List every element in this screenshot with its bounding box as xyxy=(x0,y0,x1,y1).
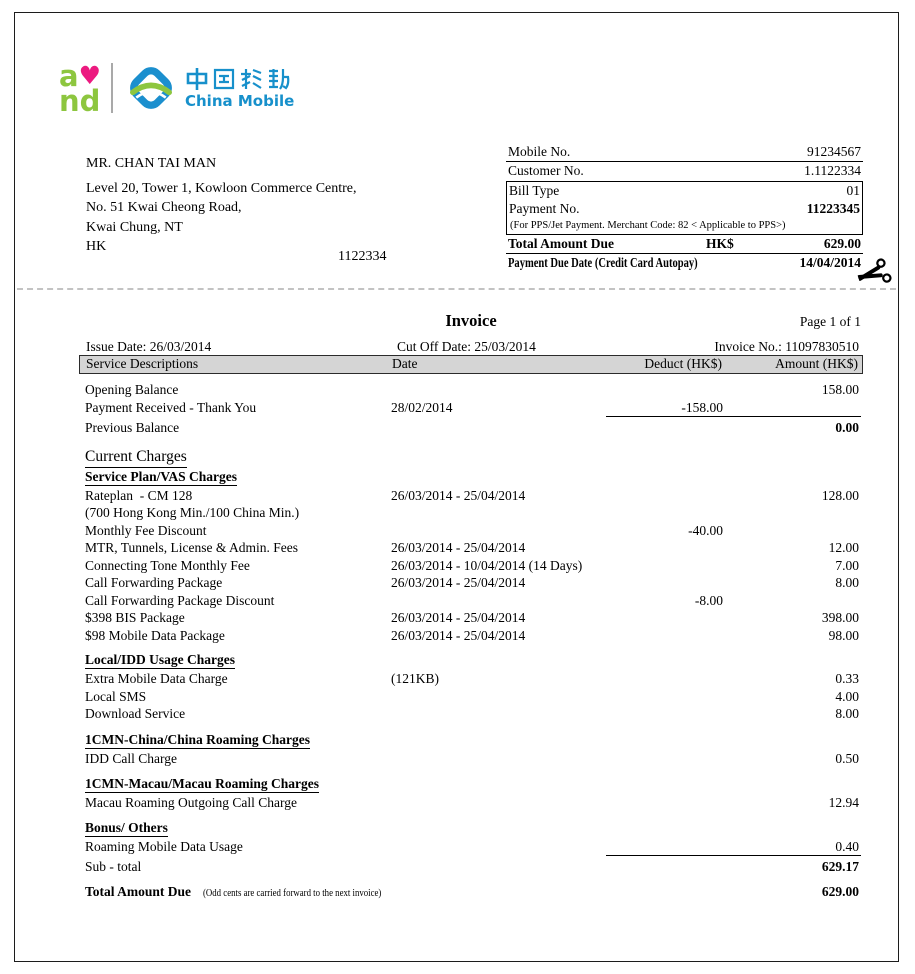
cell-description: Macau Roaming Outgoing Call Charge xyxy=(85,795,297,810)
bill-type-value: 01 xyxy=(846,183,860,198)
cell-deduct xyxy=(603,539,723,557)
row-gap xyxy=(79,644,863,652)
cell-date xyxy=(391,592,603,610)
cell-deduct xyxy=(603,794,723,812)
invoice-section xyxy=(79,311,863,900)
cell-description: Previous Balance xyxy=(85,420,180,435)
cell-date: 26/03/2014 - 25/04/2014 xyxy=(391,610,526,625)
invoice-page xyxy=(14,12,899,962)
cell-description: Payment Received - Thank You xyxy=(85,399,257,415)
mobile-no-label: Mobile No. xyxy=(508,144,571,159)
recipient-address xyxy=(86,154,357,257)
cell-date: (121KB) xyxy=(391,671,439,686)
cell-date xyxy=(391,750,603,768)
cell-amount: 0.40 xyxy=(835,838,859,854)
pps-note: (For PPS/Jet Payment. Merchant Code: 82 < Applicable to PPS>) xyxy=(510,220,786,231)
and-brand-logo xyxy=(59,58,101,118)
heading-label: 1CMN-China/China Roaming Charges xyxy=(85,731,311,747)
invoice-title-row xyxy=(79,311,863,331)
cjk-glyph-zhong-icon xyxy=(185,67,209,91)
table-row xyxy=(79,705,863,723)
cell-description: Total Amount Due (Odd cents are carried forward to the next invoice) xyxy=(79,883,406,901)
cell-amount: 8.00 xyxy=(835,575,859,590)
cjk-glyph-dong-icon xyxy=(266,67,290,91)
cell-date xyxy=(391,419,603,437)
china-mobile-english-wordmark: China Mobile xyxy=(185,92,295,110)
china-mobile-logo-icon xyxy=(125,62,177,114)
cell-deduct xyxy=(603,688,723,706)
total-amount-due-row xyxy=(506,235,863,254)
cell-deduct xyxy=(603,487,723,505)
cell-deduct xyxy=(603,381,723,399)
due-date-label: Payment Due Date (Credit Card Autopay) xyxy=(508,255,698,270)
cell-description: Call Forwarding Package xyxy=(85,575,223,590)
table-row xyxy=(79,609,863,627)
and-logo-bottom: nd xyxy=(59,83,101,118)
cell-description: $98 Mobile Data Package xyxy=(85,627,225,643)
customer-no-value: 1.1122334 xyxy=(804,163,861,178)
cell-deduct xyxy=(603,705,723,723)
mobile-no-value: 91234567 xyxy=(807,144,861,159)
cell-description: Roaming Mobile Data Usage xyxy=(85,838,243,854)
odd-cents-note: (Odd cents are carried forward to the next invoice) xyxy=(203,887,382,899)
account-reference: 1122334 xyxy=(338,249,387,264)
cell-amount: 12.94 xyxy=(828,795,859,810)
cell-deduct xyxy=(603,504,723,522)
china-mobile-wordmark xyxy=(185,67,294,109)
cell-amount xyxy=(723,592,863,610)
row-gap xyxy=(79,767,863,776)
cell-amount: 0.00 xyxy=(835,420,859,435)
customer-no-row xyxy=(506,162,863,181)
heart-icon: ♥ xyxy=(78,60,101,90)
subsection-heading xyxy=(79,820,863,838)
cell-date xyxy=(391,858,603,876)
cell-date xyxy=(391,504,603,522)
subsection-heading xyxy=(79,652,863,670)
cell-deduct: -40.00 xyxy=(688,522,723,538)
cell-deduct: -8.00 xyxy=(694,592,723,608)
cell-date: 26/03/2014 - 25/04/2014 xyxy=(391,540,526,555)
separator-line xyxy=(606,855,861,856)
subsection-heading xyxy=(79,776,863,794)
subsection-heading xyxy=(79,732,863,750)
total-due-value: 629.00 xyxy=(823,236,861,251)
table-row xyxy=(79,419,863,437)
table-row xyxy=(79,381,863,399)
cell-description: (700 Hong Kong Min./100 China Min.) xyxy=(85,505,300,520)
amount-separator xyxy=(79,416,863,419)
cell-date xyxy=(391,688,603,706)
column-header-deduct: Deduct (HK$) xyxy=(644,356,722,371)
cell-deduct xyxy=(603,670,723,688)
heading-label: Service Plan/VAS Charges xyxy=(85,468,237,484)
cell-amount: 98.00 xyxy=(828,627,859,643)
address-line: Level 20, Tower 1, Kowloon Commerce Centre, xyxy=(86,180,357,196)
cell-deduct xyxy=(603,750,723,768)
cell-date: 26/03/2014 - 25/04/2014 xyxy=(391,575,526,590)
table-row xyxy=(79,487,863,505)
column-header-amount: Amount (HK$) xyxy=(775,356,858,371)
payment-no-row xyxy=(507,200,862,218)
address-line: HK xyxy=(86,239,107,254)
table-row xyxy=(79,627,863,645)
payment-due-date-row xyxy=(506,254,863,273)
cell-description: MTR, Tunnels, License & Admin. Fees xyxy=(85,540,299,555)
row-gap xyxy=(79,812,863,820)
bill-type-label: Bill Type xyxy=(509,183,560,198)
cell-description: Call Forwarding Package Discount xyxy=(85,592,275,608)
cell-description: Connecting Tone Monthly Fee xyxy=(85,557,250,573)
cell-deduct xyxy=(603,609,723,627)
recipient-name: MR. CHAN TAI MAN xyxy=(86,156,217,171)
page-indicator: Page 1 of 1 xyxy=(799,314,861,329)
cell-description: Sub - total xyxy=(85,859,142,874)
table-row xyxy=(79,883,863,901)
heading-label: 1CMN-Macau/Macau Roaming Charges xyxy=(85,776,319,791)
table-header xyxy=(79,355,863,374)
cell-amount: 158.00 xyxy=(821,382,859,397)
cell-description: Download Service xyxy=(85,706,186,721)
table-row xyxy=(79,794,863,812)
cell-description: Extra Mobile Data Charge xyxy=(85,671,228,686)
table-row xyxy=(79,838,863,856)
invoice-meta-row xyxy=(79,339,863,355)
invoice-title: Invoice xyxy=(445,311,497,330)
cell-description: IDD Call Charge xyxy=(85,750,177,766)
table-row xyxy=(79,522,863,540)
amount-separator xyxy=(79,855,863,858)
cut-here-dashed-line xyxy=(17,288,896,290)
heading-label: Current Charges xyxy=(85,447,187,468)
cell-deduct xyxy=(603,557,723,575)
cell-amount: 0.50 xyxy=(835,750,859,766)
cell-amount: 398.00 xyxy=(821,610,859,625)
cell-amount: 629.00 xyxy=(821,883,859,899)
cell-description: Local SMS xyxy=(85,688,147,704)
row-gap xyxy=(79,876,863,883)
mobile-no-row xyxy=(506,143,863,162)
cell-date xyxy=(391,522,603,540)
cell-amount: 629.17 xyxy=(821,859,859,874)
subsection-heading xyxy=(79,469,863,487)
column-header-date: Date xyxy=(392,356,418,371)
row-gap xyxy=(79,723,863,732)
column-header-service-descriptions: Service Descriptions xyxy=(86,356,199,371)
currency-label: HK$ xyxy=(706,236,734,251)
cutoff-date: Cut Off Date: 25/03/2014 xyxy=(397,339,536,354)
cell-date: 26/03/2014 - 10/04/2014 (14 Days) xyxy=(391,557,583,573)
cell-date xyxy=(406,883,603,901)
cell-date xyxy=(391,381,603,399)
cell-date: 26/03/2014 - 25/04/2014 xyxy=(391,627,526,643)
table-row xyxy=(79,688,863,706)
issue-date: Issue Date: 26/03/2014 xyxy=(86,339,212,354)
table-row xyxy=(79,592,863,610)
heading-label: Bonus/ Others xyxy=(85,819,168,835)
cell-amount: 0.33 xyxy=(835,671,859,686)
account-info-panel xyxy=(506,143,863,273)
cell-amount xyxy=(723,504,863,522)
cell-date xyxy=(391,794,603,812)
cell-deduct: -158.00 xyxy=(681,399,723,415)
payment-info-box xyxy=(506,181,863,235)
cell-amount: 8.00 xyxy=(835,706,859,721)
cell-date xyxy=(391,705,603,723)
logo-area xyxy=(59,57,294,119)
cell-deduct xyxy=(603,627,723,645)
address-line: No. 51 Kwai Cheong Road, xyxy=(86,200,242,215)
table-row xyxy=(79,670,863,688)
cell-amount: 12.00 xyxy=(828,540,859,555)
cell-date: 28/02/2014 xyxy=(391,399,453,415)
cjk-glyph-guo-icon xyxy=(212,67,236,91)
and-letter-a: a xyxy=(59,58,79,93)
table-row xyxy=(79,858,863,876)
cell-deduct xyxy=(603,883,723,901)
table-row xyxy=(79,399,863,417)
section-heading xyxy=(79,447,863,469)
table-row xyxy=(79,539,863,557)
row-gap xyxy=(79,437,863,447)
cell-description: Monthly Fee Discount xyxy=(85,522,207,538)
cell-amount: 4.00 xyxy=(835,688,859,704)
invoice-number: Invoice No.: 11097830510 xyxy=(714,339,859,354)
china-mobile-chinese-wordmark xyxy=(185,67,294,91)
table-row xyxy=(79,557,863,575)
bill-type-row xyxy=(507,182,862,200)
due-date-value: 14/04/2014 xyxy=(799,255,861,270)
cjk-glyph-yi-icon xyxy=(239,67,263,91)
cell-amount: 7.00 xyxy=(835,557,859,573)
cell-description: $398 BIS Package xyxy=(85,610,185,625)
cell-date: 26/03/2014 - 25/04/2014 xyxy=(391,487,526,503)
customer-no-label: Customer No. xyxy=(508,163,584,178)
cell-deduct xyxy=(603,838,723,856)
cell-amount: 128.00 xyxy=(821,487,859,503)
cell-deduct xyxy=(603,419,723,437)
cell-description: Opening Balance xyxy=(85,382,179,397)
address-line: Kwai Chung, NT xyxy=(86,219,183,235)
cell-amount xyxy=(723,399,863,417)
total-due-label: Total Amount Due xyxy=(508,236,615,251)
cell-deduct xyxy=(603,858,723,876)
table-row xyxy=(79,504,863,522)
cell-description: Rateplan - CM 128 xyxy=(85,487,193,503)
table-row xyxy=(79,750,863,768)
heading-label: Local/IDD Usage Charges xyxy=(85,652,235,667)
cell-amount xyxy=(723,522,863,540)
logo-divider xyxy=(111,63,113,113)
payment-no-value: 11223345 xyxy=(806,201,860,216)
payment-no-label: Payment No. xyxy=(509,201,580,216)
cell-deduct xyxy=(603,574,723,592)
table-row xyxy=(79,574,863,592)
cell-date xyxy=(391,838,603,856)
separator-line xyxy=(606,416,861,417)
invoice-table-body xyxy=(79,381,863,900)
